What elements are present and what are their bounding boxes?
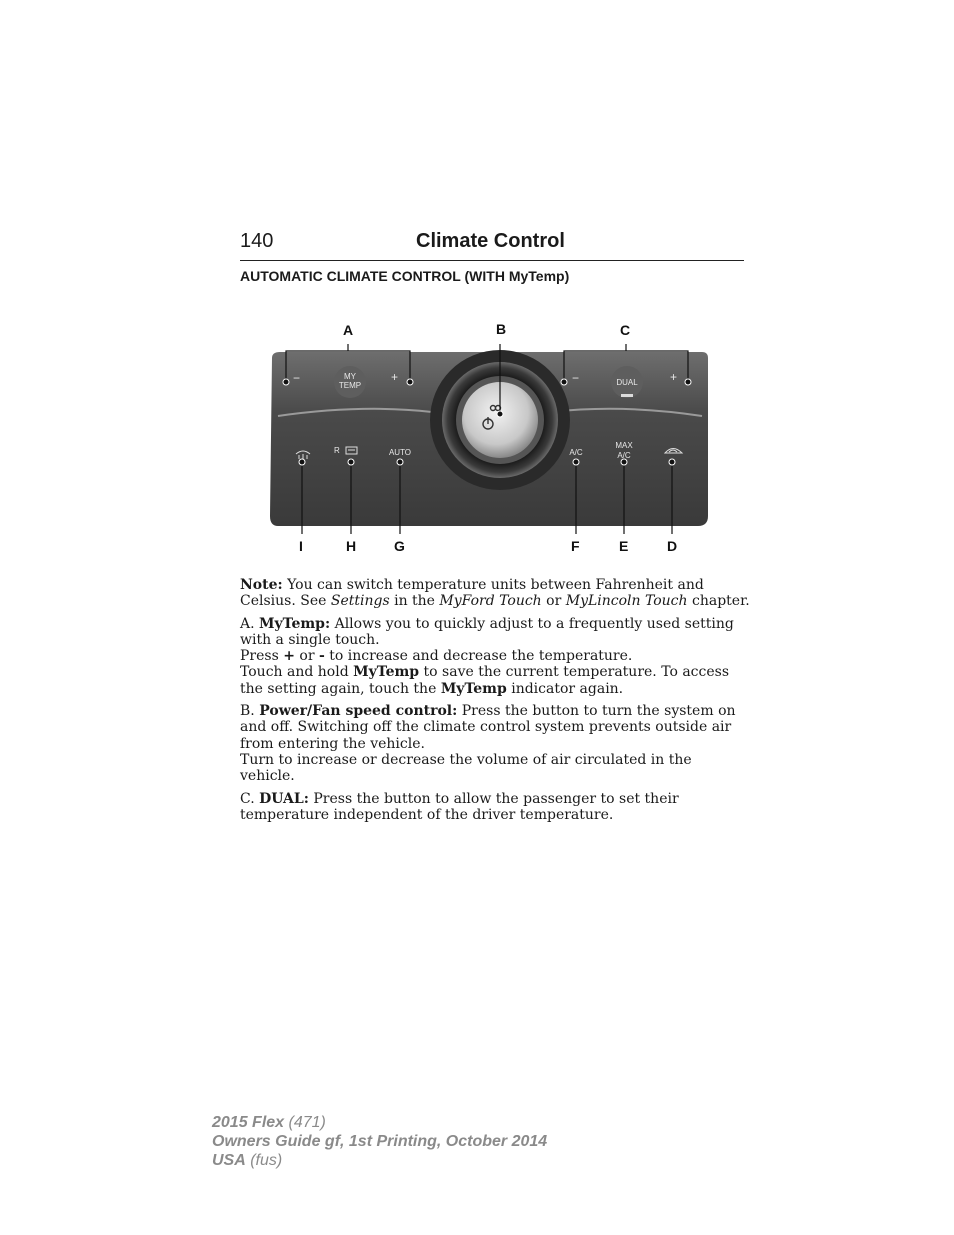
minus-symbol: - [318,648,325,665]
callout-i: I [299,538,303,554]
item-a-or: or [294,648,319,665]
section-heading: AUTOMATIC CLIMATE CONTROL (WITH MyTemp) [240,268,570,284]
item-a-increase: to increase and decrease the temperature. [324,648,633,665]
mytemp-term-1: MyTemp [353,664,420,681]
footer-model-code: (471) [284,1114,326,1131]
max-ac-label-1[interactable]: MAX [615,441,633,450]
footer-model: 2015 Flex [212,1114,285,1131]
item-a-press: Press [240,648,284,665]
dual-label: DUAL [616,378,638,387]
mytemp-term-2: MyTemp [440,680,507,697]
callout-g: G [394,538,405,554]
max-ac-label-2[interactable]: A/C [617,451,631,460]
page-number: 140 [240,230,274,252]
callout-e: E [619,538,629,554]
callout-b: B [496,321,507,337]
footer-region-code: (fus) [245,1152,283,1169]
footer-region-line [212,1151,547,1170]
callout-d: D [667,538,678,554]
page-footer [212,1113,547,1170]
settings-reference: Settings [330,593,390,610]
footer-guide-line [212,1132,547,1151]
mylincoln-reference: MyLincoln Touch [565,593,688,610]
chapter-title: Climate Control [416,230,565,252]
auto-label[interactable]: AUTO [388,448,412,457]
rear-defrost-label: R [334,446,340,455]
minus-left-label[interactable]: − [293,371,301,385]
item-a-label: MyTemp: [259,615,331,632]
callout-f: F [571,538,580,554]
item-b-label: Power/Fan speed control: [259,703,458,720]
my-temp-label-1: MY [344,372,356,381]
page-header [240,228,744,261]
item-a-line-3 [240,664,750,697]
item-a-indicator: indicator again. [506,680,624,697]
climate-control-figure [262,316,712,566]
item-c-text: Press the button to allow the passenger to set their temperature independent of the driver temperature. [240,790,679,823]
note-text: You can switch temperature units between Fahrenheit and Celsius. See [240,577,704,610]
callout-a: A [343,322,354,338]
item-b-line-1 [240,703,750,752]
plus-right-label[interactable]: + [670,370,678,384]
item-b-line-2: Turn to increase or decrease the volume of air circulated in the vehicle. [240,751,692,785]
note-label: Note: [240,577,283,593]
minus-right-label[interactable]: − [572,371,580,385]
item-b-prefix: B. [240,703,260,720]
plus-symbol: + [283,648,295,665]
item-a-save: to save the current temperature. To access the setting again, touch the [240,664,730,697]
note-text-2: in the [389,593,440,610]
ac-label[interactable]: A/C [569,448,583,457]
note-text-4: chapter. [687,593,750,610]
note-text-3: or [541,593,566,610]
myford-reference: MyFord Touch [439,593,542,610]
item-a-prefix: A. [240,615,260,632]
item-b-paragraph [240,703,750,784]
footer-region: USA [212,1152,246,1169]
climate-panel-illustration [262,316,712,566]
item-c-paragraph [240,791,750,824]
item-a-line-2 [240,648,750,664]
dual-indicator [621,394,633,397]
item-c-label: DUAL: [259,790,309,807]
note-paragraph [240,577,750,610]
callout-c: C [620,322,631,338]
item-a-touch: Touch and hold [240,664,354,681]
item-c-prefix: C. [240,790,260,807]
item-a-line-1 [240,616,750,649]
callout-h: H [346,538,357,554]
plus-left-label[interactable]: + [391,370,399,384]
my-temp-label-2: TEMP [338,381,362,390]
footer-guide: Owners Guide gf, 1st Printing, October 2014 [212,1133,548,1150]
body-text [240,577,750,829]
item-a-text: Allows you to quickly adjust to a frequently used setting with a single touch. [240,615,734,648]
item-b-text: Press the button to turn the system on and off. Switching off the climate control system prevents outside air from entering the vehicle. [240,703,736,752]
footer-model-line [212,1113,547,1132]
item-a-paragraph [240,616,750,697]
